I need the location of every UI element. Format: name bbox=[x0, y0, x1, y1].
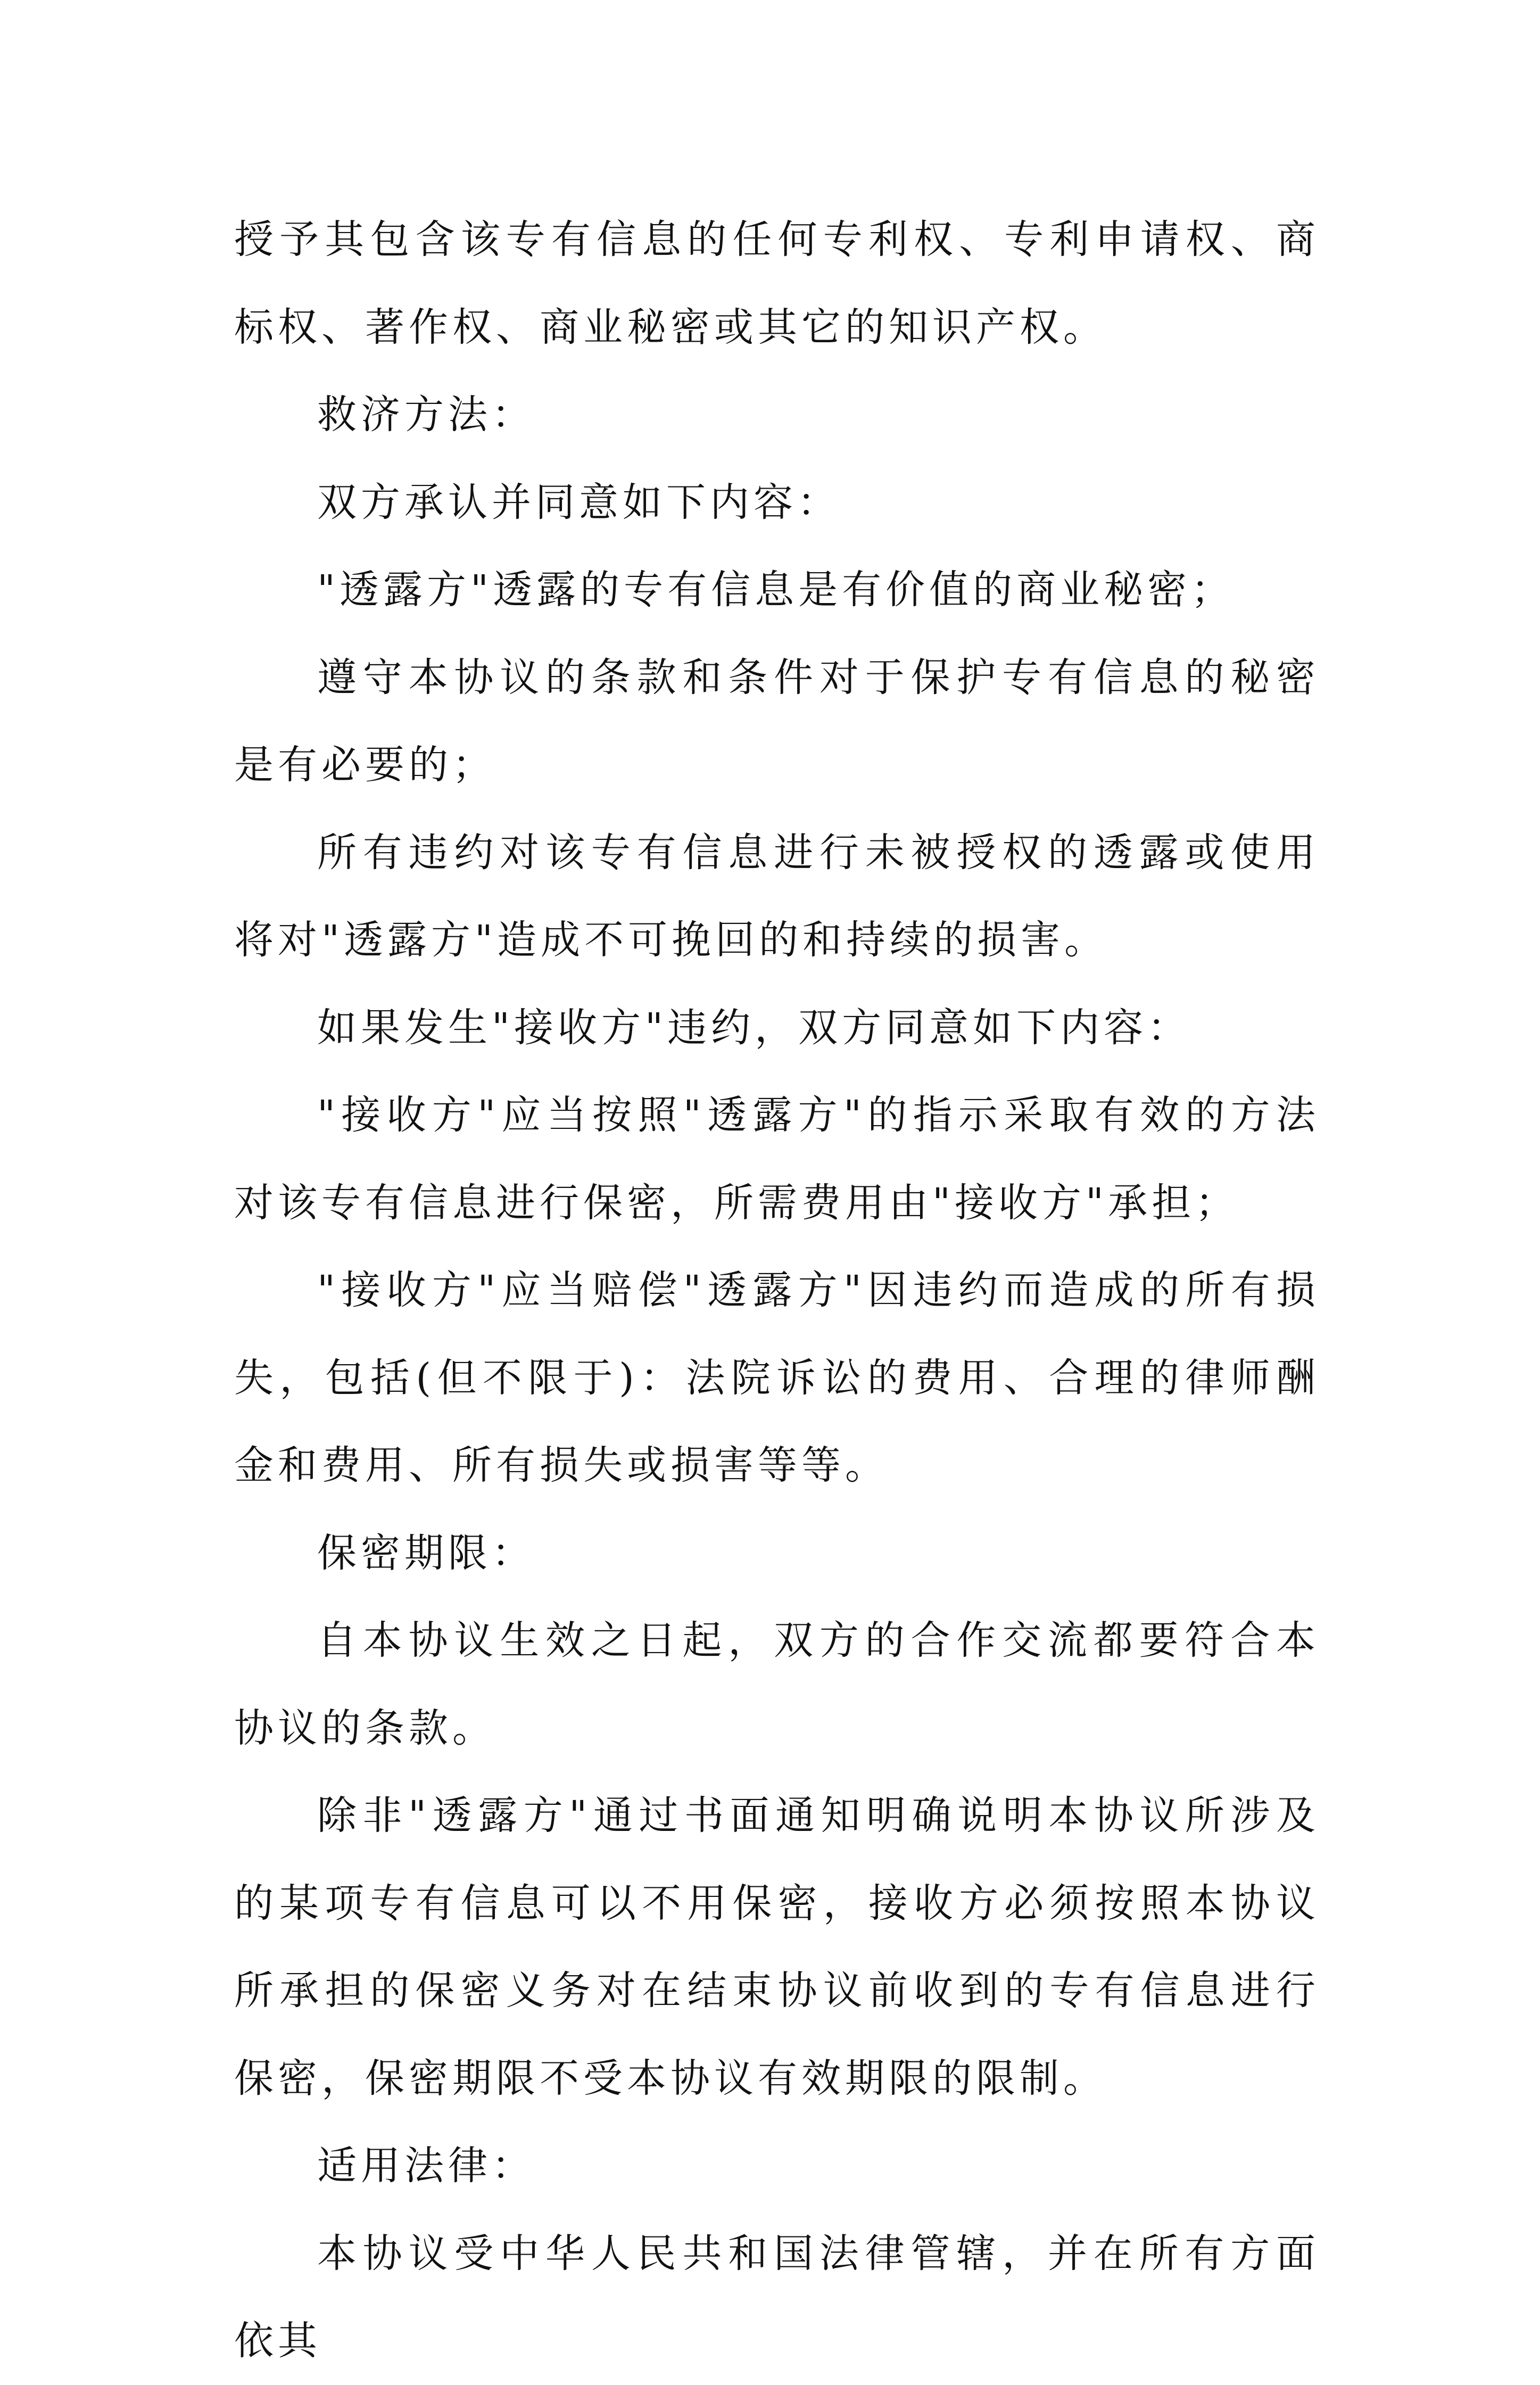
section-heading-governing-law: 适用法律： bbox=[317, 2143, 535, 2189]
paragraph: "透露方"透露的专有信息是有价值的商业秘密； bbox=[317, 567, 1235, 613]
paragraph: 本协议受中华人民共和国法律管辖，并在所有方面依其 bbox=[234, 2230, 1320, 2364]
section-heading-confidentiality-period: 保密期限： bbox=[317, 1530, 535, 1576]
section-heading-remedies: 救济方法： bbox=[317, 392, 535, 438]
paragraph: 双方承认并同意如下内容： bbox=[317, 479, 841, 525]
paragraph: 遵守本协议的条款和条件对于保护专有信息的秘密是有必要的； bbox=[234, 654, 1320, 788]
document-body bbox=[234, 196, 1320, 2385]
paragraph: 授予其包含该专有信息的任何专利权、专利申请权、商标权、著作权、商业秘密或其它的知识产权。 bbox=[234, 217, 1320, 350]
paragraph: "接收方"应当按照"透露方"的指示采取有效的方法对该专有信息进行保密，所需费用由"接收方"承担； bbox=[234, 1092, 1320, 1226]
paragraph: 除非"透露方"通过书面通知明确说明本协议所涉及的某项专有信息可以不用保密，接收方必须按照本协议所承担的保密义务对在结束协议前收到的专有信息进行保密，保密期限不受本协议有效期限的限制。 bbox=[234, 1793, 1320, 2101]
paragraph: 自本协议生效之日起，双方的合作交流都要符合本协议的条款。 bbox=[234, 1617, 1320, 1751]
paragraph: 所有违约对该专有信息进行未被授权的透露或使用将对"透露方"造成不可挽回的和持续的损害。 bbox=[234, 829, 1320, 963]
paragraph: "接收方"应当赔偿"透露方"因违约而造成的所有损失，包括(但不限于)：法院诉讼的费用、合理的律师酬金和费用、所有损失或损害等等。 bbox=[234, 1267, 1320, 1488]
paragraph: 如果发生"接收方"违约，双方同意如下内容： bbox=[317, 1004, 1191, 1051]
